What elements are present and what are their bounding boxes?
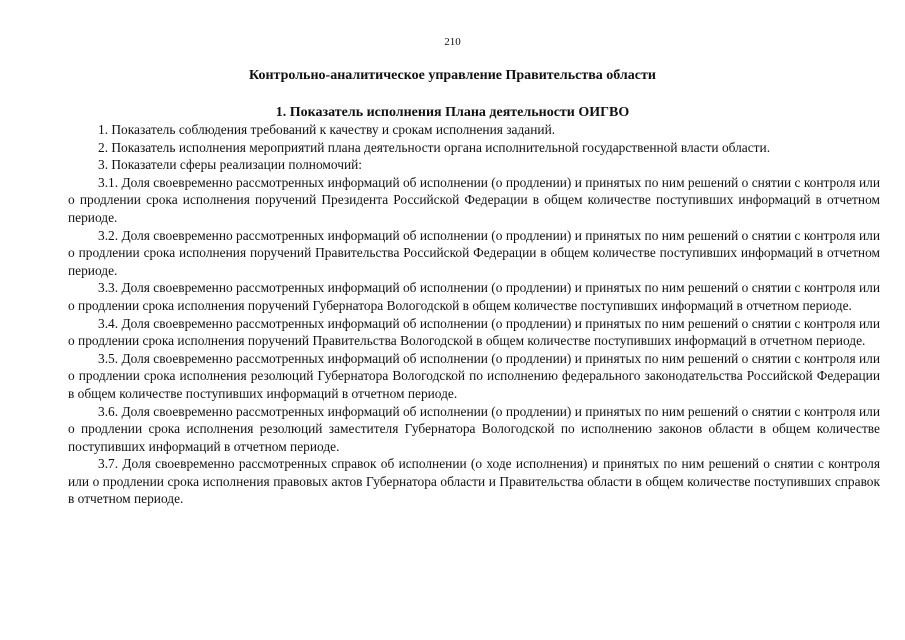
page-number: 210 bbox=[444, 36, 461, 48]
document-body bbox=[68, 121, 880, 508]
paragraph-2: 2. Показатель исполнения мероприятий плана деятельности органа исполнительной государственной власти области. bbox=[98, 139, 771, 155]
section-title: 1. Показатель исполнения Плана деятельности ОИГВО bbox=[275, 105, 630, 120]
paragraph-3-2: 3.2. Доля своевременно рассмотренных информаций об исполнении (о продлении) и принятых по ним решений о снятии с контроля или о продлении срока исполнения поручений Правительства Российской Федерации в общем количестве поступивших информаций в отчетном периоде. bbox=[68, 227, 880, 278]
organization-title: Контрольно-аналитическое управление Правительства области bbox=[249, 68, 656, 83]
paragraph-3-1: 3.1. Доля своевременно рассмотренных информаций об исполнении (о продлении) и принятых по ним решений о снятии с контроля или о продлении срока исполнения поручений Президента Российской Федерации в общем количестве поступивших информаций в отчетном периоде. bbox=[68, 174, 880, 225]
paragraph-3: 3. Показатели сферы реализации полномочий: bbox=[98, 157, 363, 173]
paragraph-1: 1. Показатель соблюдения требований к качеству и срокам исполнения заданий. bbox=[98, 122, 556, 137]
paragraph-3-4: 3.4. Доля своевременно рассмотренных информаций об исполнении (о продлении) и принятых по ним решений о снятии с контроля или о продлении срока исполнения поручений Правительства Вологодской в общем количестве поступивших информаций в отчетном периоде. bbox=[68, 315, 880, 349]
paragraph-3-6: 3.6. Доля своевременно рассмотренных информаций об исполнении (о продлении) и принятых по ним решений о снятии с контроля или о продлении срока исполнения резолюций заместителя Губернатора Вологодской по исполнению законов области в общем количестве поступивших информаций в отчетном периоде. bbox=[68, 403, 880, 454]
paragraph-3-3: 3.3. Доля своевременно рассмотренных информаций об исполнении (о продлении) и принятых по ним решений о снятии с контроля или о продлении срока исполнения поручений Губернатора Вологодской в общем количестве поступивших информаций в отчетном периоде. bbox=[68, 280, 880, 313]
paragraph-3-5: 3.5. Доля своевременно рассмотренных информаций об исполнении (о продлении) и принятых по ним решений о снятии с контроля или о продлении срока исполнения резолюций Губернатора Вологодской по исполнению федерального законодательства Российской Федерации в общем количестве поступивших информаций в отчетном периоде. bbox=[68, 350, 880, 401]
paragraph-3-7: 3.7. Доля своевременно рассмотренных справок об исполнении (о ходе исполнения) и принятых по ним решений о снятии с контроля или о продлении срока исполнения правовых актов Губернатора области и Правительства области в общем количестве поступивших справок в отчетном периоде. bbox=[68, 456, 880, 507]
